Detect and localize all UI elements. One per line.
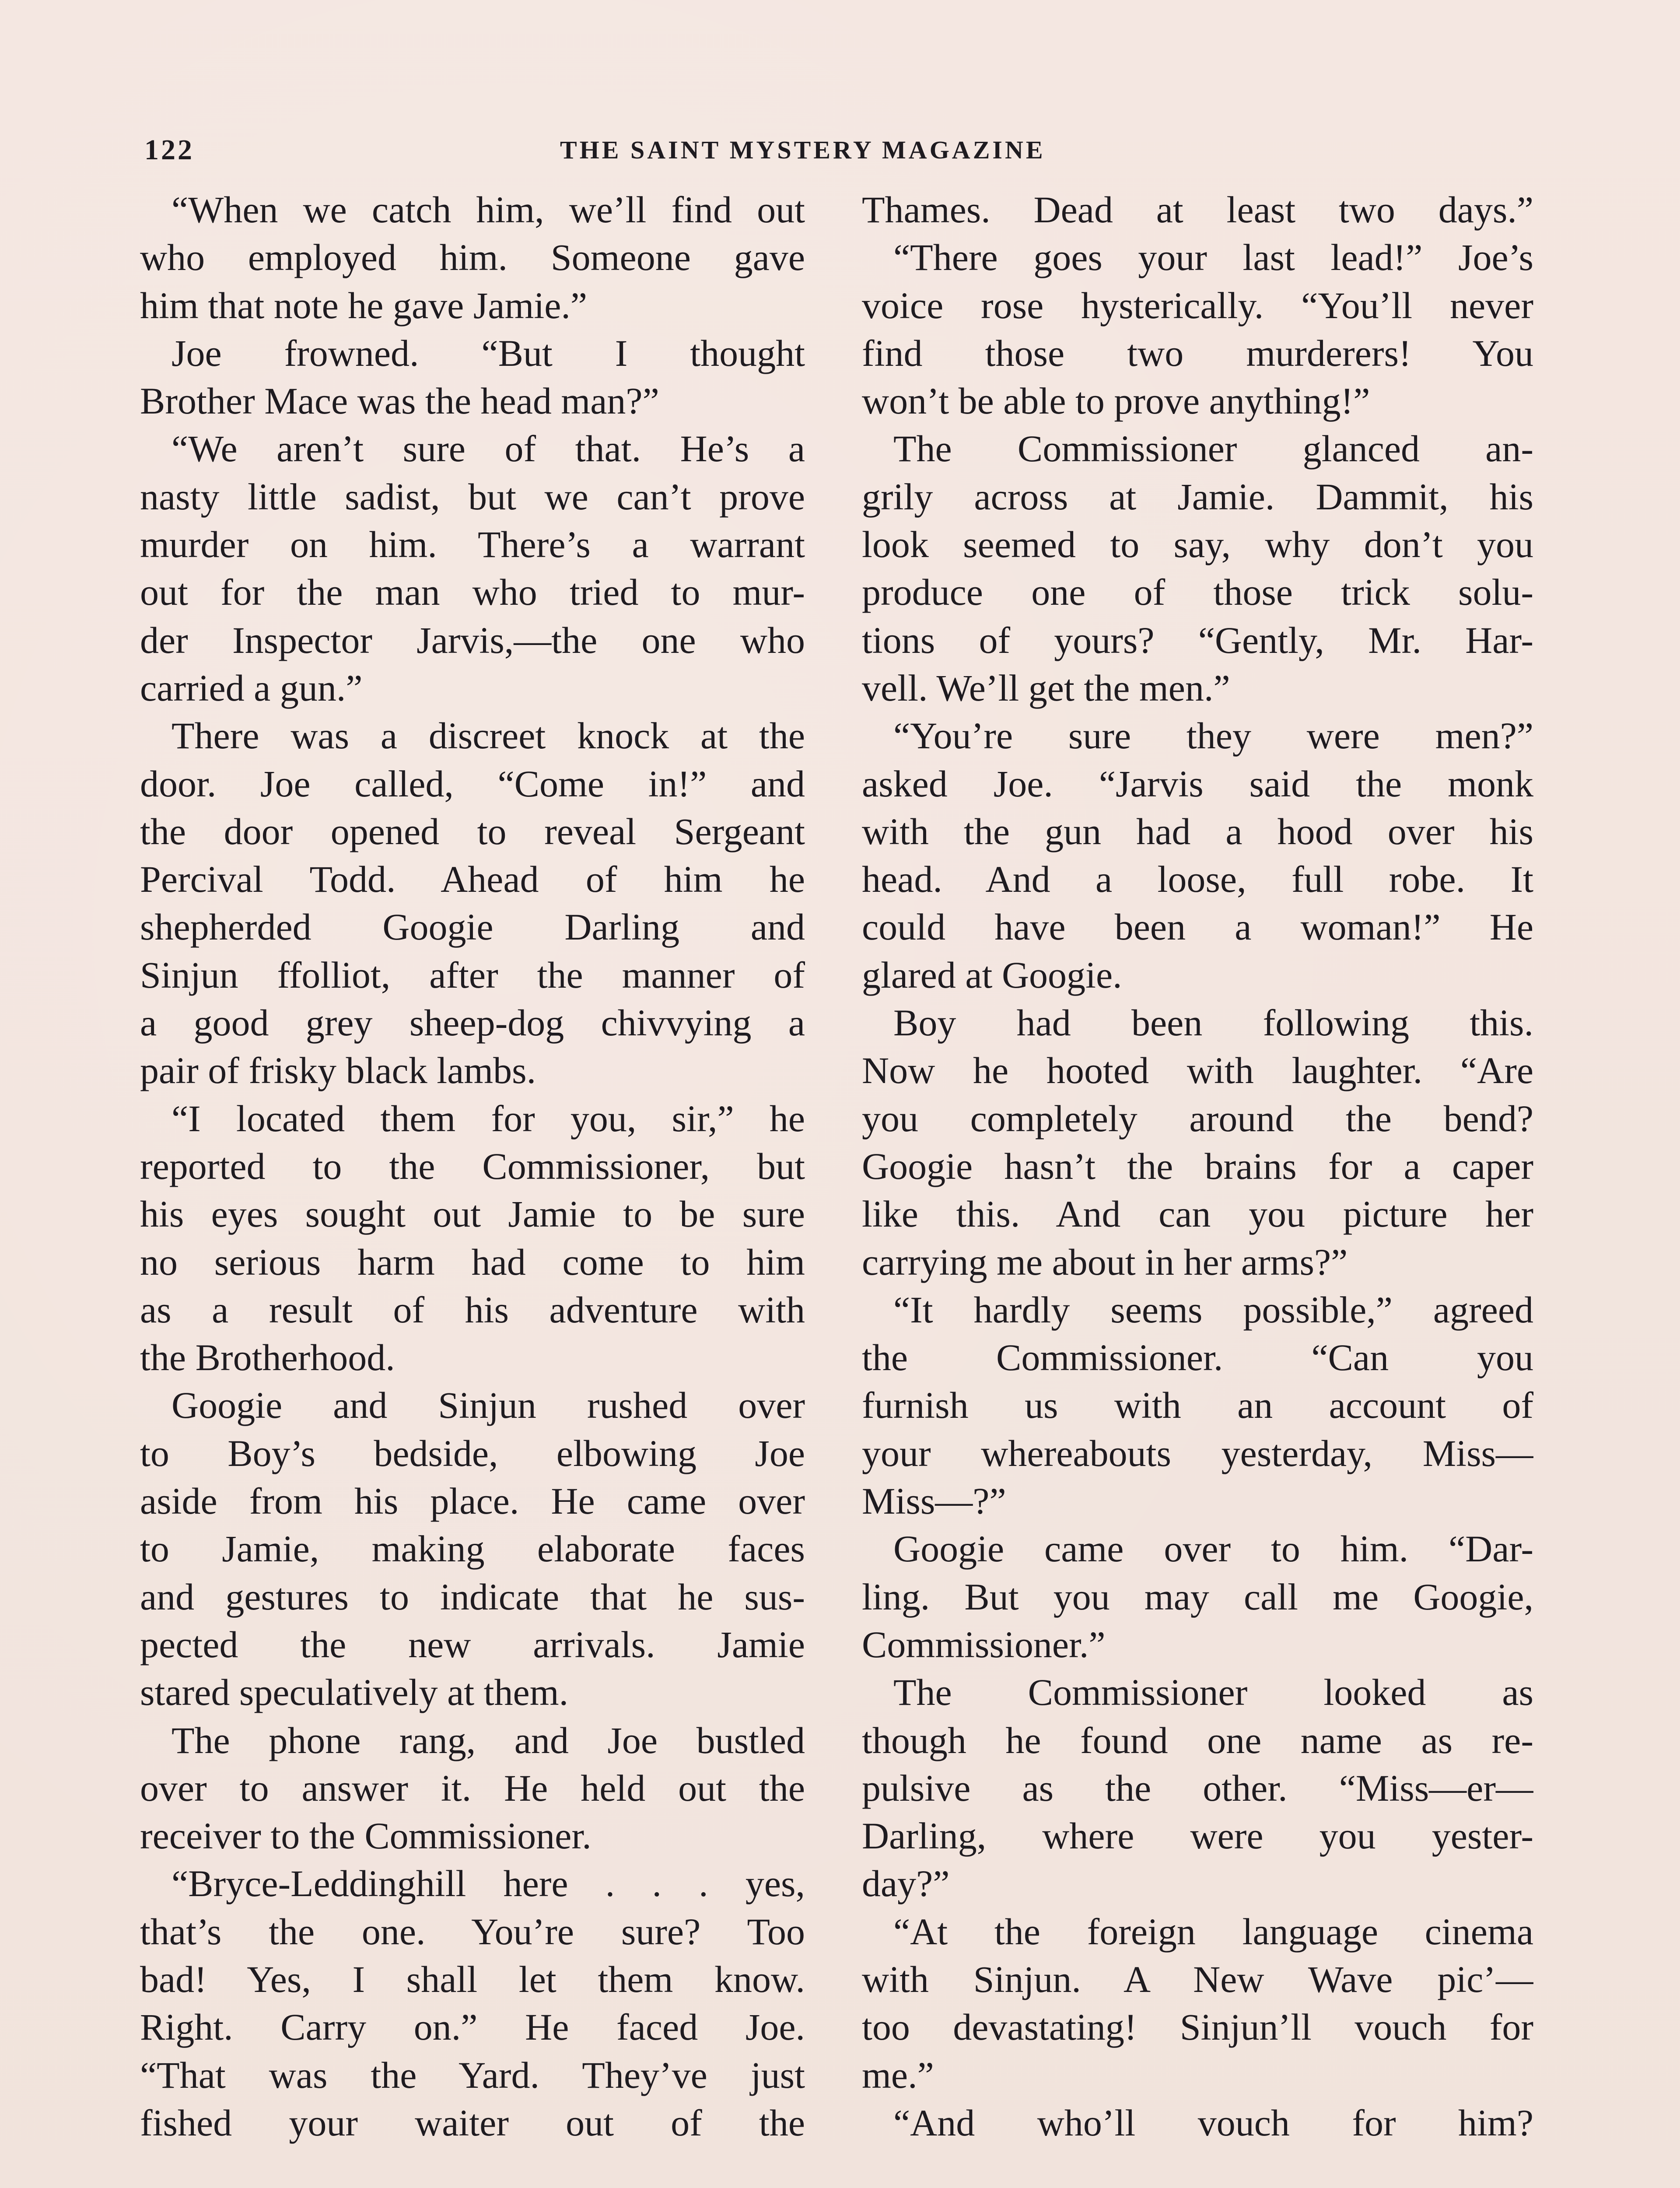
text-line: pair of frisky black lambs.: [140, 1049, 536, 1092]
text-line: your whereabouts yesterday, Miss—: [862, 1432, 1533, 1474]
text-line: bad! Yes, I shall let them know.: [140, 1958, 805, 2000]
text-line: Brother Mace was the head man?”: [140, 380, 659, 422]
text-line: glared at Googie.: [862, 954, 1122, 996]
text-line: could have been a woman!” He: [862, 906, 1533, 948]
text-line: fished your waiter out of the: [140, 2101, 805, 2144]
text-line: Miss—?”: [862, 1480, 1006, 1522]
text-line: “There goes your last lead!” Joe’s: [893, 236, 1533, 279]
text-line: “I located them for you, sir,” he: [172, 1097, 805, 1140]
text-line: me.”: [862, 2054, 934, 2096]
text-line: “At the foreign language cinema: [893, 1910, 1533, 1953]
text-line: pulsive as the other. “Miss—er—: [862, 1767, 1533, 1809]
text-line: asked Joe. “Jarvis said the monk: [862, 762, 1533, 805]
text-line: “It hardly seems possible,” agreed: [893, 1288, 1533, 1331]
text-line: Googie hasn’t the brains for a caper: [862, 1145, 1533, 1187]
text-line: nasty little sadist, but we can’t prove: [140, 475, 805, 518]
text-line: a good grey sheep-dog chivvying a: [140, 1002, 805, 1044]
text-line: There was a discreet knock at the: [172, 715, 805, 757]
text-line: “And who’ll vouch for him?: [893, 2101, 1533, 2144]
text-line: “When we catch him, we’ll find out: [172, 189, 805, 231]
text-line: reported to the Commissioner, but: [140, 1145, 805, 1187]
text-line: Darling, where were you yester-: [862, 1815, 1533, 1857]
text-line: that’s the one. You’re sure? Too: [140, 1910, 805, 1953]
text-line: “You’re sure they were men?”: [893, 715, 1533, 757]
text-line: Sinjun ffolliot, after the manner of: [140, 954, 805, 996]
text-line: The Commissioner looked as: [893, 1671, 1533, 1714]
text-line: vell. We’ll get the men.”: [862, 666, 1230, 709]
text-line: the Brotherhood.: [140, 1336, 395, 1379]
text-line: with Sinjun. A New Wave pic’—: [862, 1958, 1533, 2000]
text-line: murder on him. There’s a warrant: [140, 523, 805, 566]
text-line: with the gun had a hood over his: [862, 810, 1533, 852]
text-line: Right. Carry on.” He faced Joe.: [140, 2006, 805, 2048]
text-line: day?”: [862, 1862, 950, 1905]
text-line: his eyes sought out Jamie to be sure: [140, 1193, 805, 1235]
text-line: look seemed to say, why don’t you: [862, 523, 1533, 566]
text-line: as a result of his adventure with: [140, 1288, 805, 1331]
text-line: Now he hooted with laughter. “Are: [862, 1049, 1533, 1092]
text-line: head. And a loose, full robe. It: [862, 858, 1533, 901]
text-line: to Jamie, making elaborate faces: [140, 1528, 805, 1570]
text-line: Percival Todd. Ahead of him he: [140, 858, 805, 901]
text-line: Googie came over to him. “Dar-: [893, 1528, 1533, 1570]
text-line: carrying me about in her arms?”: [862, 1241, 1348, 1283]
text-line: though he found one name as re-: [862, 1719, 1533, 1761]
text-line: find those two murderers! You: [862, 332, 1533, 374]
text-line: receiver to the Commissioner.: [140, 1815, 592, 1857]
text-line: der Inspector Jarvis,—the one who: [140, 619, 805, 661]
text-line: voice rose hysterically. “You’ll never: [862, 284, 1533, 326]
text-line: like this. And can you picture her: [862, 1193, 1533, 1235]
text-line: Commissioner.”: [862, 1623, 1106, 1666]
text-line: “Bryce-Leddinghill here . . . yes,: [172, 1862, 805, 1905]
running-head: [144, 133, 1536, 173]
text-line: Boy had been following this.: [893, 1002, 1533, 1044]
text-line: who employed him. Someone gave: [140, 236, 805, 279]
text-line: shepherded Googie Darling and: [140, 906, 805, 948]
page-number: 122: [144, 134, 194, 166]
text-line: too devastating! Sinjun’ll vouch for: [862, 2006, 1533, 2048]
text-line: Joe frowned. “But I thought: [172, 332, 805, 374]
text-line: and gestures to indicate that he sus-: [140, 1575, 805, 1618]
text-line: tions of yours? “Gently, Mr. Har-: [862, 619, 1533, 661]
text-line: “That was the Yard. They’ve just: [140, 2054, 805, 2096]
text-line: Thames. Dead at least two days.”: [862, 189, 1533, 231]
text-line: the Commissioner. “Can you: [862, 1336, 1533, 1379]
text-line: over to answer it. He held out the: [140, 1767, 805, 1809]
right-text-column: [862, 186, 1533, 2188]
text-line: door. Joe called, “Come in!” and: [140, 762, 805, 805]
text-line: ling. But you may call me Googie,: [862, 1575, 1533, 1618]
text-line: to Boy’s bedside, elbowing Joe: [140, 1432, 805, 1474]
text-line: aside from his place. He came over: [140, 1480, 805, 1522]
text-line: out for the man who tried to mur-: [140, 571, 805, 614]
text-line: won’t be able to prove anything!”: [862, 380, 1370, 422]
text-line: furnish us with an account of: [862, 1384, 1533, 1427]
text-line: “We aren’t sure of that. He’s a: [172, 428, 805, 470]
left-text-column: [140, 186, 805, 2188]
text-line: stared speculatively at them.: [140, 1671, 569, 1714]
text-line: you completely around the bend?: [862, 1097, 1533, 1140]
text-line: him that note he gave Jamie.”: [140, 284, 588, 326]
magazine-title: THE SAINT MYSTERY MAGAZINE: [560, 136, 1046, 164]
text-line: no serious harm had come to him: [140, 1241, 805, 1283]
text-line: The Commissioner glanced an-: [893, 428, 1533, 470]
text-line: grily across at Jamie. Dammit, his: [862, 475, 1533, 518]
text-line: pected the new arrivals. Jamie: [140, 1623, 805, 1666]
text-line: Googie and Sinjun rushed over: [172, 1384, 805, 1427]
text-line: The phone rang, and Joe bustled: [172, 1719, 805, 1761]
text-line: carried a gun.”: [140, 666, 363, 709]
text-line: produce one of those trick solu-: [862, 571, 1533, 614]
text-line: the door opened to reveal Sergeant: [140, 810, 805, 852]
